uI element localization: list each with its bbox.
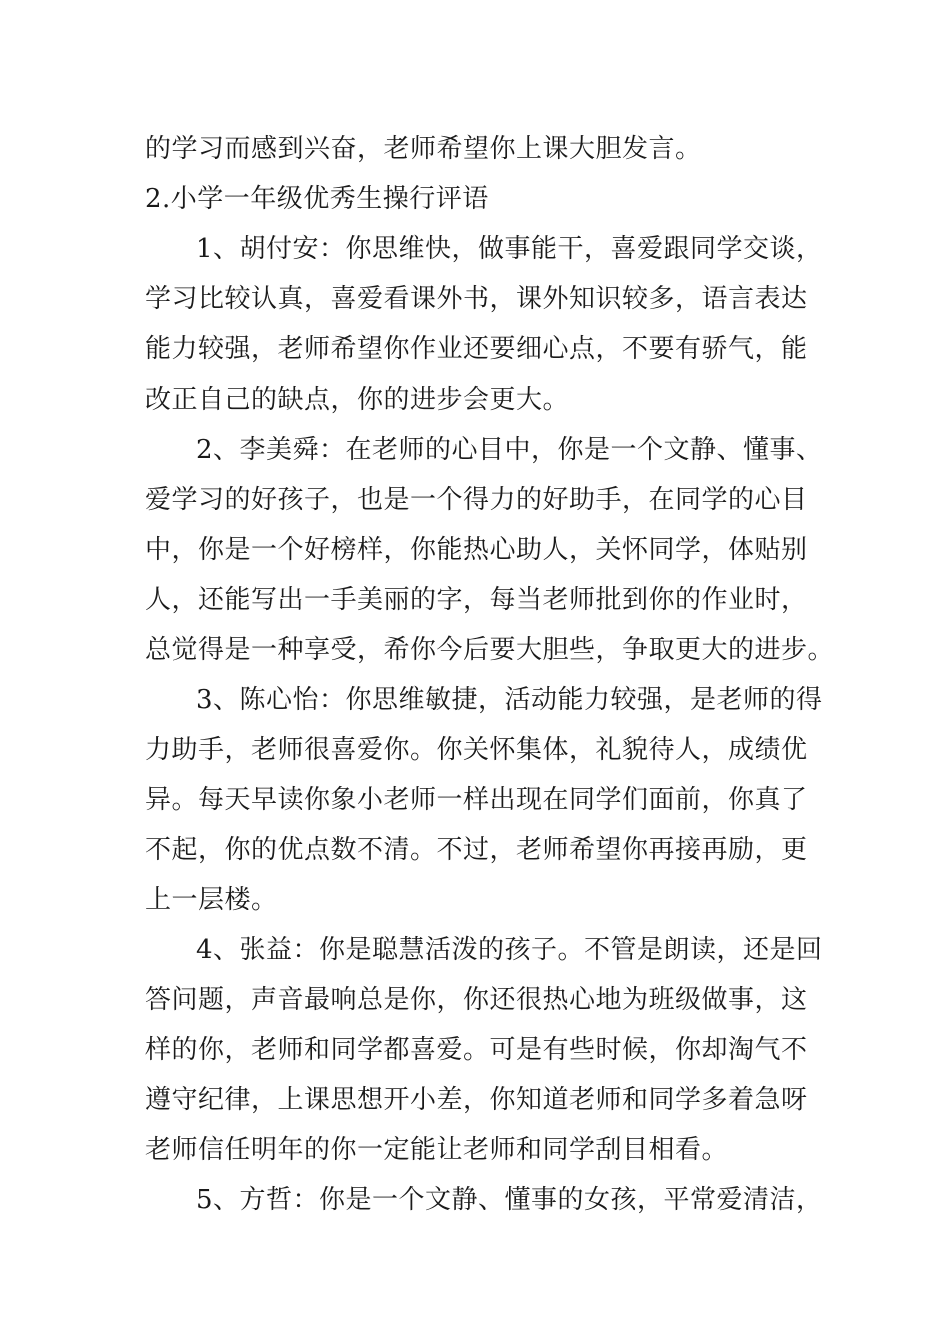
text-line: 总觉得是一种享受，希你今后要大胆些，争取更大的进步。 xyxy=(145,635,835,665)
text-line: 爱学习的好孩子，也是一个得力的好助手，在同学的心目 xyxy=(145,485,808,515)
section-heading: 2.小学一年级优秀生操行评语 xyxy=(145,184,489,214)
text-line: 改正自己的缺点，你的进步会更大。 xyxy=(145,385,570,415)
text-line: 答问题，声音最响总是你，你还很热心地为班级做事，这 xyxy=(145,985,808,1015)
text-line: 1、胡付安：你思维快，做事能干，喜爱跟同学交谈， xyxy=(196,234,823,264)
text-line: 4、张益：你是聪慧活泼的孩子。不管是朗读，还是回 xyxy=(196,935,823,965)
text-line: 能力较强，老师希望你作业还要细心点，不要有骄气，能 xyxy=(145,334,808,364)
text-line: 不起，你的优点数不清。不过，老师希望你再接再励，更 xyxy=(145,835,808,865)
text-line: 遵守纪律，上课思想开小差，你知道老师和同学多着急呀 xyxy=(145,1085,808,1115)
text-line: 3、陈心怡：你思维敏捷，活动能力较强，是老师的得 xyxy=(196,685,823,715)
text-line: 力助手，老师很喜爱你。你关怀集体，礼貌待人，成绩优 xyxy=(145,735,808,765)
text-line: 的学习而感到兴奋，老师希望你上课大胆发言。 xyxy=(145,134,702,164)
text-line: 老师信任明年的你一定能让老师和同学刮目相看。 xyxy=(145,1135,729,1165)
text-line: 样的你，老师和同学都喜爱。可是有些时候，你却淘气不 xyxy=(145,1035,808,1065)
text-line: 5、方哲：你是一个文静、懂事的女孩，平常爱清洁， xyxy=(196,1185,823,1215)
text-line: 上一层楼。 xyxy=(145,885,278,915)
text-line: 中，你是一个好榜样，你能热心助人，关怀同学，体贴别 xyxy=(145,535,808,565)
text-line: 异。每天早读你象小老师一样出现在同学们面前，你真了 xyxy=(145,785,808,815)
text-line: 2、李美舜：在老师的心目中，你是一个文静、懂事、 xyxy=(196,435,823,465)
text-line: 学习比较认真，喜爱看课外书，课外知识较多，语言表达 xyxy=(145,284,808,314)
text-line: 人，还能写出一手美丽的字，每当老师批到你的作业时， xyxy=(145,585,808,615)
